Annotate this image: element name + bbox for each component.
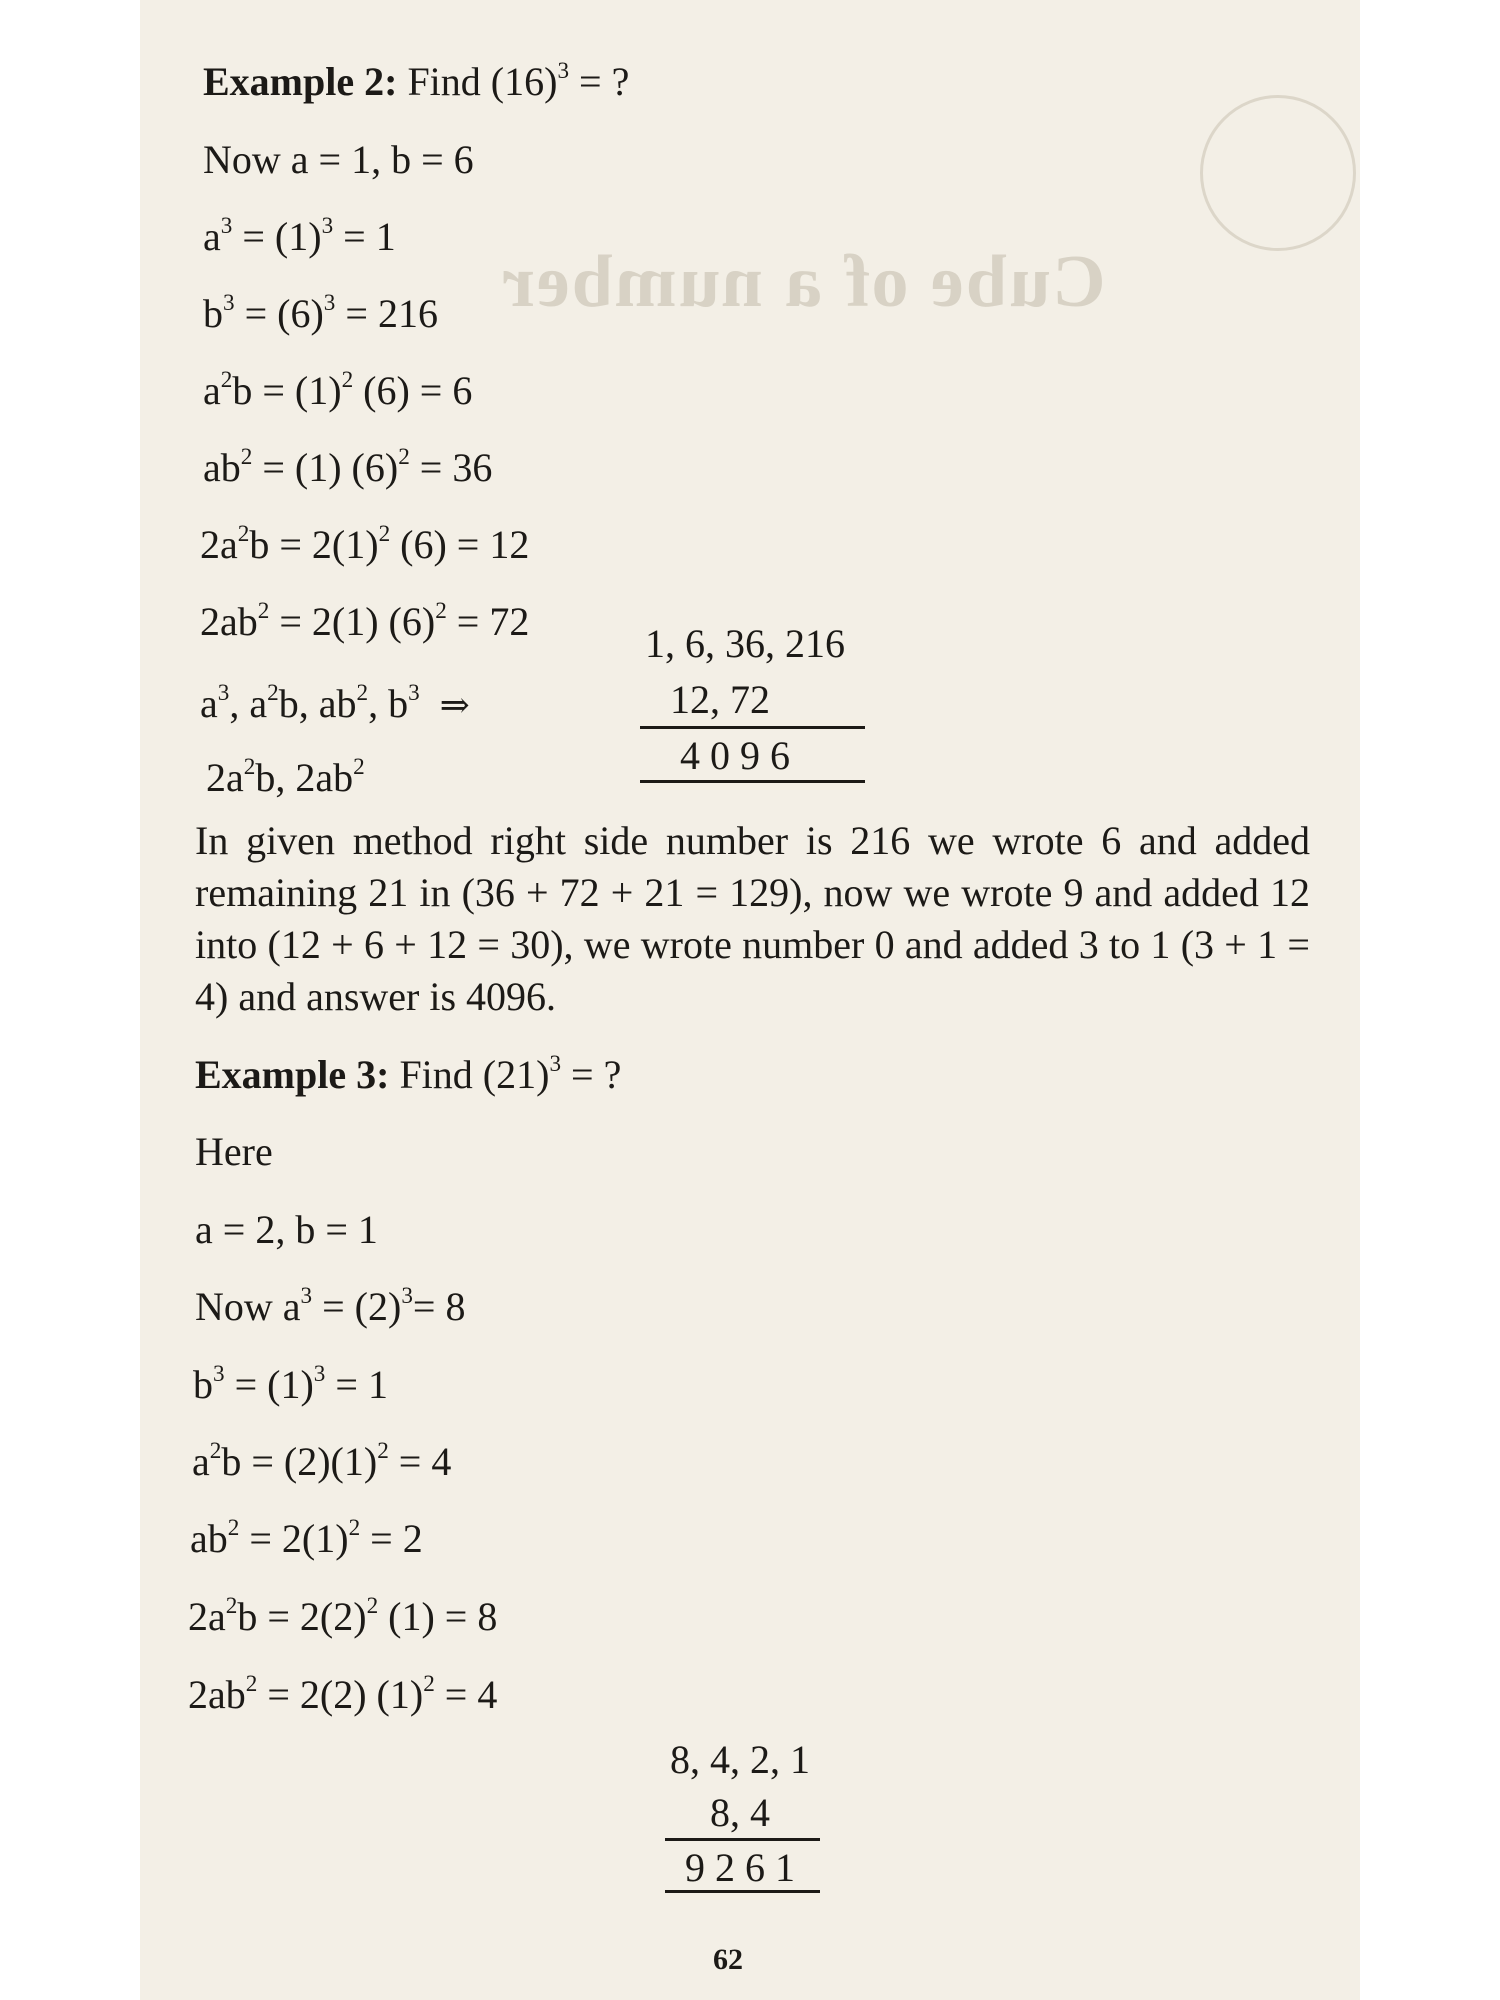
example3-line-1: a = 2, b = 1 [195, 1207, 378, 1252]
example3-line-4: $a^2b = (2)(1)^2 = 4$ [192, 1438, 452, 1484]
example3-line-5: $ab^2 = 2(1)^2 = 2$ [190, 1515, 423, 1561]
example2-line-2: $a^3 = (1)^3 = 1$ [203, 213, 396, 259]
example2-title: Example 2: Find $(16)^3$ = ? [203, 58, 630, 104]
bleed-through-circle [1200, 95, 1356, 251]
bleed-through-heading: Cube of a number [500, 241, 1106, 323]
implies-arrow-icon: ⇒ [439, 685, 470, 725]
example3-sum-rule-bottom [665, 1890, 820, 1893]
example3-here: Here [195, 1129, 273, 1174]
example2-line-5: $ab^2 = (1) (6)^2 = 36$ [203, 444, 493, 490]
example2-line-6: $2a^2b = 2(1)^2$ (6) = 12 [200, 521, 530, 567]
example3-line-7: $2ab^2 = 2(2) (1)^2 = 4$ [188, 1671, 498, 1717]
example2-calc-row-2: 12, 72 [670, 677, 770, 722]
example3-title: Example 3: Find $(21)^3$ = ? [195, 1051, 622, 1097]
example3-calc-result: 9 2 6 1 [685, 1845, 795, 1890]
example3-line-2: Now $a^3 = (2)^3= 8$ [195, 1283, 466, 1329]
example2-line-1: Now a = 1, b = 6 [203, 137, 474, 182]
example2-sum-rule-bottom [640, 780, 865, 783]
example2-line-8: $a^3$, $a^2b$, $ab^2$, $b^3$ ⇒ [200, 680, 470, 726]
page-number: 62 [713, 1943, 743, 1976]
example2-sum-rule-top [640, 726, 865, 729]
example2-calc-row-1: 1, 6, 36, 216 [645, 621, 845, 666]
example2-calc-result: 4 0 9 6 [680, 733, 790, 778]
example3-line-3: $b^3 = (1)^3 = 1$ [193, 1361, 388, 1407]
example2-line-9: $2a^2b$, $2ab^2$ [206, 754, 365, 800]
example2-line-4: $a^2b = (1)^2$ (6) = 6 [203, 367, 473, 413]
example2-line-3: $b^3 = (6)^3 = 216$ [203, 290, 438, 336]
example3-sum-rule-top [665, 1838, 820, 1841]
example2-line-7: $2ab^2 = 2(1) (6)^2 = 72$ [200, 598, 530, 644]
example3-calc-row-1: 8, 4, 2, 1 [670, 1737, 810, 1782]
example2-explanation: In given method right side number is 216 we wrote 6 and added remaining 21 in (36 + 72 + 21 = 129), now we wrote 9 and added 12 into (12 + 6 + 12 = 30), we wrote number 0 and added 3 to 1 (3 + 1 = 4) and answer is 4096. [195, 818, 1310, 1019]
example3-calc-row-2: 8, 4 [710, 1790, 770, 1835]
example3-line-6: $2a^2b = 2(2)^2$ (1) = 8 [188, 1593, 498, 1639]
